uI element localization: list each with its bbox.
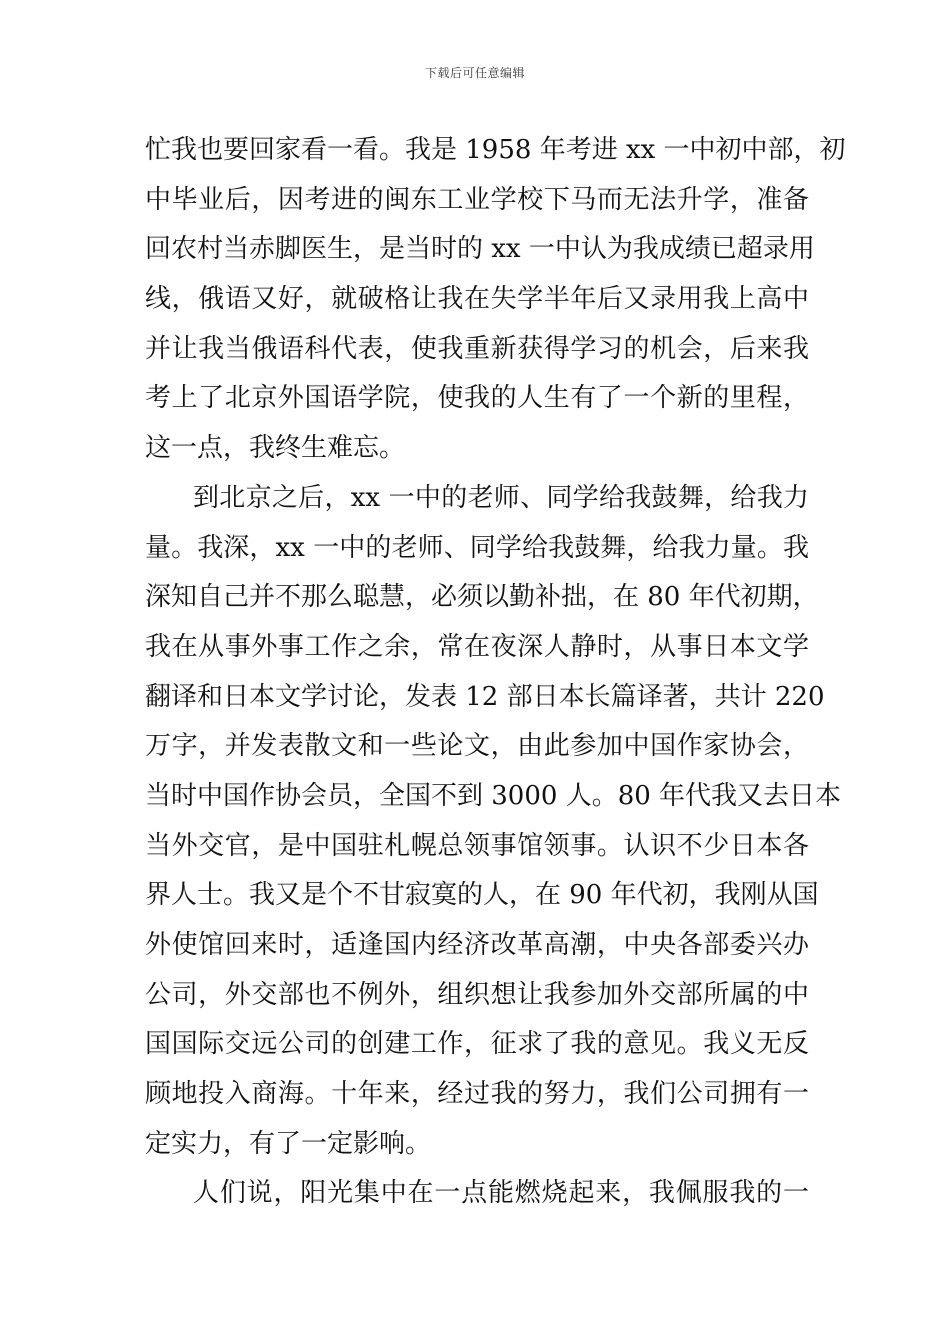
text-line: 外使馆回来时，适逢国内经济改革高潮，中央各部委兴办 — [145, 930, 809, 960]
text-line: 公司，外交部也不例外，组织想让我参加外交部所属的中 — [145, 979, 809, 1010]
text-line: 回农村当赤脚医生，是当时的 xx 一中认为我成绩已超录用 — [145, 234, 815, 265]
text-line: 忙我也要回家看一看。我是 1958 年考进 xx 一中初中部，初 — [145, 135, 846, 165]
page-header: 下载后可任意编辑 — [424, 66, 525, 80]
text-line: 线，俄语又好，就破格让我在失学半年后又录用我上高中 — [145, 284, 809, 315]
text-line: 我在从事外事工作之余，常在夜深人静时，从事日本文学 — [145, 631, 809, 662]
text-line: 当外交官，是中国驻札幌总领事馆领事。认识不少日本各 — [145, 830, 809, 861]
text-line: 深知自己并不那么聪慧，必须以勤补拙，在 80 年代初期， — [145, 582, 819, 613]
text-line: 考上了北京外国语学院，使我的人生有了一个新的里程， — [145, 383, 809, 414]
text-line: 中毕业后，因考进的闽东工业学校下马而无法升学，准备 — [145, 184, 809, 215]
text-line: 量。我深，xx 一中的老师、同学给我鼓舞，给我力量。我 — [145, 532, 809, 563]
text-line: 界人士。我又是个不甘寂寞的人，在 90 年代初，我刚从国 — [145, 880, 819, 911]
text-line: 定实力，有了一定影响。 — [145, 1128, 432, 1159]
text-line: 这一点，我终生难忘。 — [145, 433, 406, 464]
text-line: 翻译和日本文学讨论，发表 12 部日本长篇译著，共计 220 — [145, 681, 825, 712]
paragraph-first-line: 到北京之后，xx 一中的老师、同学给我鼓舞，给我力 — [193, 482, 809, 513]
paragraph-first-line: 人们说，阳光集中在一点能燃烧起来，我佩服我的一 — [193, 1178, 809, 1209]
text-line: 万字，并发表散文和一些论文，由此参加中国作家协会， — [145, 731, 809, 762]
text-line: 并让我当俄语科代表，使我重新获得学习的机会，后来我 — [145, 333, 809, 364]
document-body — [145, 126, 846, 1219]
text-line: 顾地投入商海。十年来，经过我的努力，我们公司拥有一 — [145, 1079, 809, 1110]
text-line: 当时中国作协会员，全国不到 3000 人。80 年代我又去日本 — [145, 780, 842, 811]
text-line: 国国际交远公司的创建工作，征求了我的意见。我义无反 — [145, 1029, 809, 1060]
